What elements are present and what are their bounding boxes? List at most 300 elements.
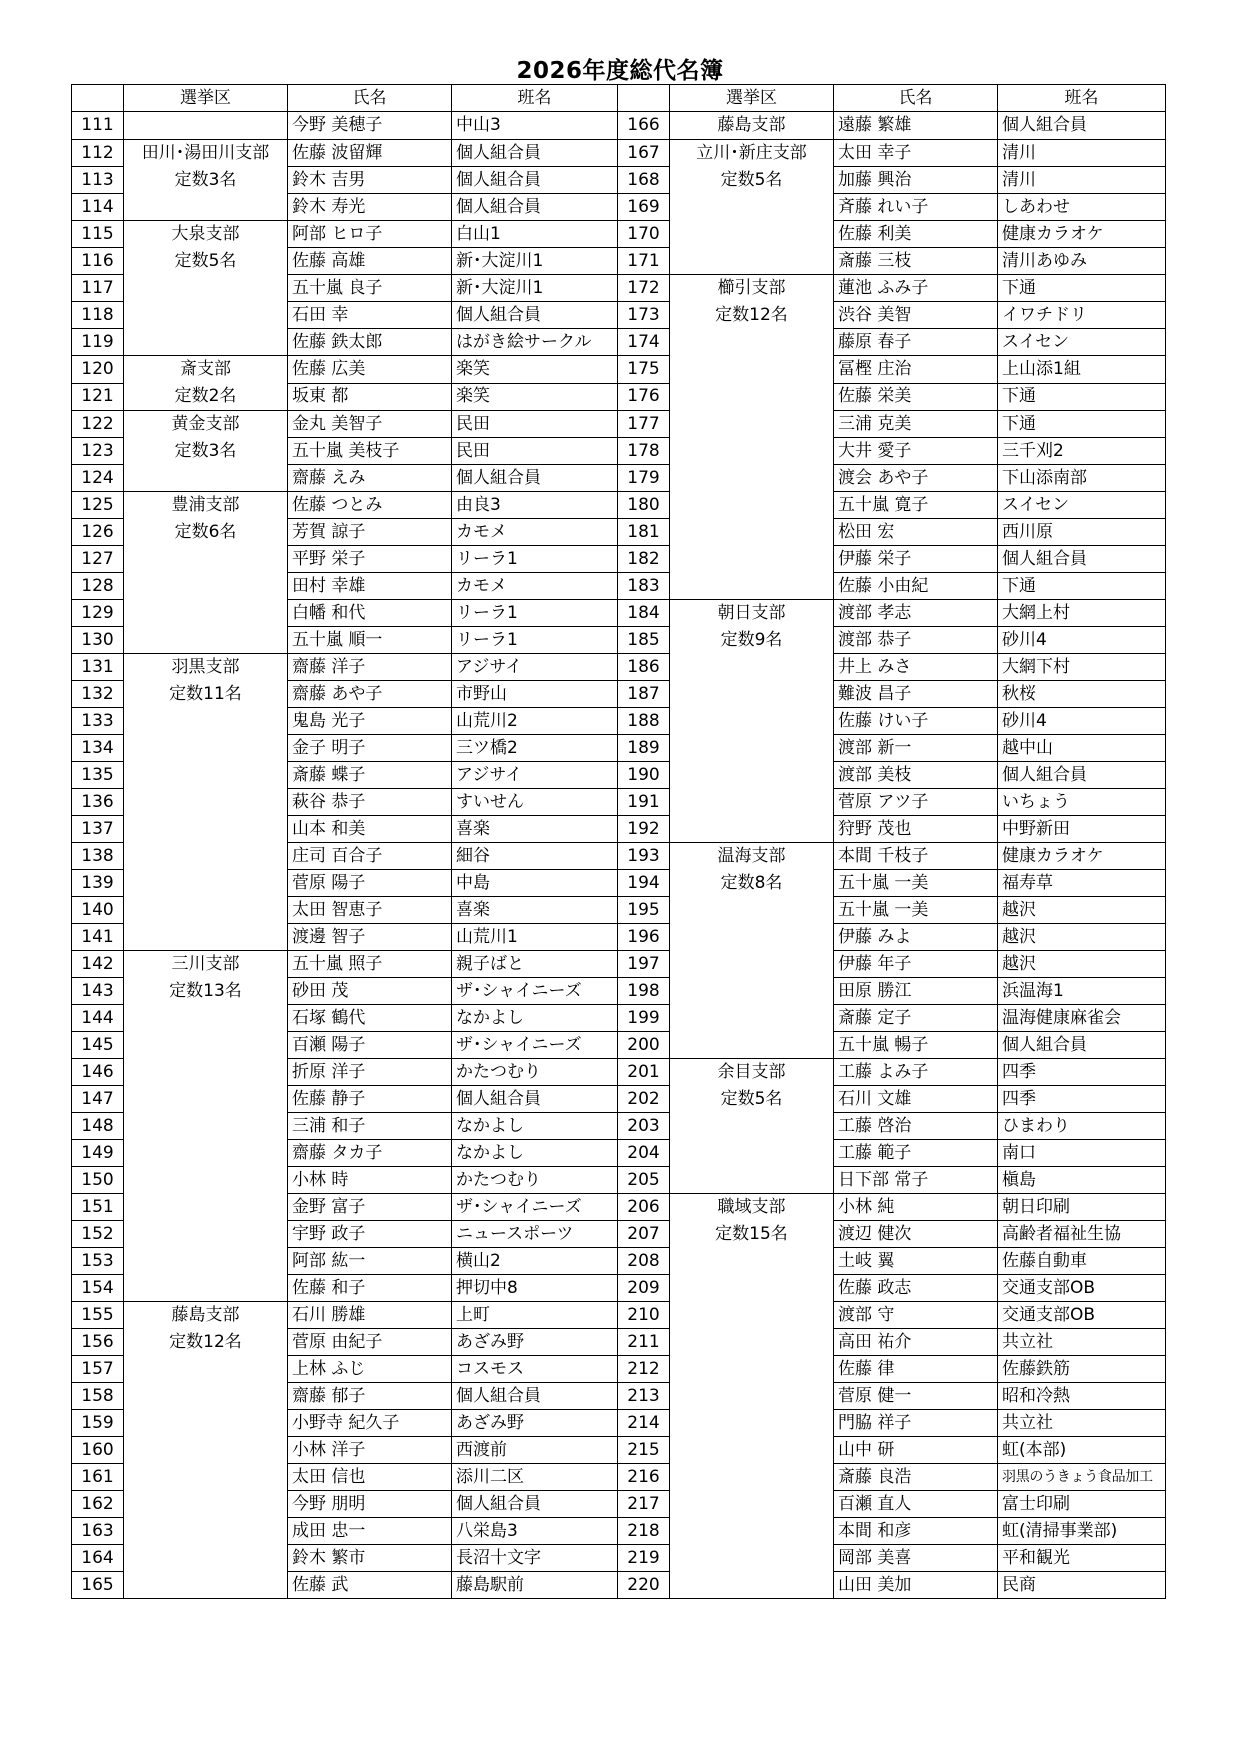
member-group: 佐藤鉄筋	[998, 1356, 1166, 1383]
member-name: 太田 信也	[288, 1464, 452, 1491]
member-number: 152	[72, 1221, 124, 1248]
member-name: 鈴木 繁市	[288, 1545, 452, 1572]
member-name: 斎藤 良浩	[834, 1464, 998, 1491]
member-number: 184	[618, 600, 670, 627]
member-group: 共立社	[998, 1329, 1166, 1356]
district-name: 藤島支部	[717, 115, 786, 135]
member-name: 高田 祐介	[834, 1329, 998, 1356]
member-name: 本間 千枝子	[834, 843, 998, 870]
member-number: 143	[72, 978, 124, 1005]
member-name: 金野 富子	[288, 1194, 452, 1221]
district-quota: 定数12名	[169, 1332, 242, 1352]
member-group: 清川	[998, 167, 1166, 194]
member-name: 渋谷 美智	[834, 302, 998, 329]
member-number: 161	[72, 1464, 124, 1491]
member-name: 佐藤 政志	[834, 1275, 998, 1302]
district-quota: 定数8名	[720, 873, 783, 893]
member-number: 206	[618, 1194, 670, 1221]
district-cell	[124, 411, 288, 492]
member-name: 工藤 啓治	[834, 1113, 998, 1140]
member-number: 126	[72, 519, 124, 546]
member-group: 藤島駅前	[452, 1572, 618, 1599]
member-number: 190	[618, 762, 670, 789]
page-title: 2026年度総代名簿	[516, 58, 724, 84]
member-group: 健康カラオケ	[998, 221, 1166, 248]
member-group: 上町	[452, 1302, 618, 1329]
member-number: 142	[72, 951, 124, 978]
member-name: 小野寺 紀久子	[288, 1410, 452, 1437]
member-number: 185	[618, 627, 670, 654]
member-group: 下通	[998, 275, 1166, 302]
district-cell	[124, 112, 288, 140]
member-name: 狩野 茂也	[834, 816, 998, 843]
table-row	[72, 1302, 1166, 1329]
member-number: 204	[618, 1140, 670, 1167]
member-group: すいせん	[452, 789, 618, 816]
member-name: 今野 美穂子	[288, 112, 452, 140]
member-number: 182	[618, 546, 670, 573]
member-group: 八栄島3	[452, 1518, 618, 1545]
member-name: 小林 純	[834, 1194, 998, 1221]
member-number: 123	[72, 438, 124, 465]
member-number: 137	[72, 816, 124, 843]
roster-body	[72, 112, 1166, 1599]
header-name: 氏名	[834, 85, 998, 112]
member-name: 今野 朋明	[288, 1491, 452, 1518]
member-number: 146	[72, 1059, 124, 1086]
member-name: 渡部 守	[834, 1302, 998, 1329]
member-number: 203	[618, 1113, 670, 1140]
member-number: 173	[618, 302, 670, 329]
member-group: 市野山	[452, 681, 618, 708]
district-quota: 定数11名	[169, 684, 242, 704]
member-group: 喜楽	[452, 816, 618, 843]
member-name: 佐藤 和子	[288, 1275, 452, 1302]
member-group: 南口	[998, 1140, 1166, 1167]
member-name: 岡部 美喜	[834, 1545, 998, 1572]
member-name: 鬼島 光子	[288, 708, 452, 735]
member-group: アジサイ	[452, 762, 618, 789]
member-name: 山田 美加	[834, 1572, 998, 1599]
member-number: 177	[618, 411, 670, 438]
district-cell	[670, 1059, 834, 1194]
member-number: 170	[618, 221, 670, 248]
member-name: 大井 愛子	[834, 438, 998, 465]
header-number	[618, 85, 670, 112]
district-quota: 定数6名	[174, 522, 237, 542]
member-group: 虹(本部)	[998, 1437, 1166, 1464]
member-group: 個人組合員	[452, 465, 618, 492]
member-number: 217	[618, 1491, 670, 1518]
member-name: 齋藤 洋子	[288, 654, 452, 681]
member-name: 小林 時	[288, 1167, 452, 1194]
member-name: 折原 洋子	[288, 1059, 452, 1086]
member-name: 佐藤 広美	[288, 356, 452, 384]
member-group: 三ツ橋2	[452, 735, 618, 762]
member-group: カモメ	[452, 519, 618, 546]
member-number: 205	[618, 1167, 670, 1194]
member-group: 個人組合員	[998, 762, 1166, 789]
member-number: 202	[618, 1086, 670, 1113]
member-name: 成田 忠一	[288, 1518, 452, 1545]
member-name: 門脇 祥子	[834, 1410, 998, 1437]
member-group: 親子ばと	[452, 951, 618, 978]
table-row	[72, 654, 1166, 681]
member-name: 渡辺 健次	[834, 1221, 998, 1248]
member-group: 個人組合員	[452, 1086, 618, 1113]
member-name: 田村 幸雄	[288, 573, 452, 600]
member-group: 越沢	[998, 897, 1166, 924]
district-quota: 定数13名	[169, 981, 242, 1001]
member-number: 133	[72, 708, 124, 735]
member-group: なかよし	[452, 1140, 618, 1167]
member-group: 上山添1組	[998, 356, 1166, 384]
member-number: 189	[618, 735, 670, 762]
member-number: 114	[72, 194, 124, 221]
member-number: 158	[72, 1383, 124, 1410]
member-group: スイセン	[998, 329, 1166, 356]
member-group: 健康カラオケ	[998, 843, 1166, 870]
member-number: 187	[618, 681, 670, 708]
member-group: 下通	[998, 383, 1166, 411]
member-name: 加藤 興治	[834, 167, 998, 194]
member-group: しあわせ	[998, 194, 1166, 221]
member-name: 白幡 和代	[288, 600, 452, 627]
member-name: 太田 幸子	[834, 140, 998, 167]
district-quota: 定数3名	[174, 170, 237, 190]
member-number: 148	[72, 1113, 124, 1140]
member-name: 阿部 ヒロ子	[288, 221, 452, 248]
member-name: 五十嵐 良子	[288, 275, 452, 302]
member-number: 195	[618, 897, 670, 924]
member-number: 149	[72, 1140, 124, 1167]
member-group: 由良3	[452, 492, 618, 519]
member-group: 喜楽	[452, 897, 618, 924]
member-group: カモメ	[452, 573, 618, 600]
member-name: 百瀬 直人	[834, 1491, 998, 1518]
member-group: 砂川4	[998, 627, 1166, 654]
member-number: 112	[72, 140, 124, 167]
district-name: 大泉支部	[171, 224, 240, 244]
member-number: 220	[618, 1572, 670, 1599]
member-number: 121	[72, 383, 124, 411]
member-number: 131	[72, 654, 124, 681]
member-number: 201	[618, 1059, 670, 1086]
member-number: 134	[72, 735, 124, 762]
table-row	[72, 951, 1166, 978]
member-number: 172	[618, 275, 670, 302]
member-number: 139	[72, 870, 124, 897]
member-name: 斎藤 定子	[834, 1005, 998, 1032]
member-name: 佐藤 鉄太郎	[288, 329, 452, 356]
member-number: 136	[72, 789, 124, 816]
district-quota: 定数3名	[174, 441, 237, 461]
member-number: 124	[72, 465, 124, 492]
member-number: 162	[72, 1491, 124, 1518]
member-number: 210	[618, 1302, 670, 1329]
district-cell	[670, 275, 834, 600]
member-group: 新･大淀川1	[452, 275, 618, 302]
member-group: 個人組合員	[452, 194, 618, 221]
member-name: 石川 文雄	[834, 1086, 998, 1113]
member-name: 伊藤 年子	[834, 951, 998, 978]
member-name: 庄司 百合子	[288, 843, 452, 870]
member-name: 坂東 都	[288, 383, 452, 411]
member-number: 166	[618, 112, 670, 140]
member-group: 羽黒のうきょう食品加工	[998, 1464, 1166, 1491]
member-number: 218	[618, 1518, 670, 1545]
member-number: 165	[72, 1572, 124, 1599]
member-number: 154	[72, 1275, 124, 1302]
member-name: 冨樫 庄治	[834, 356, 998, 384]
member-group: あざみ野	[452, 1410, 618, 1437]
member-name: 土岐 翼	[834, 1248, 998, 1275]
member-name: 田原 勝江	[834, 978, 998, 1005]
table-row	[72, 411, 1166, 438]
member-number: 179	[618, 465, 670, 492]
member-group: なかよし	[452, 1005, 618, 1032]
member-number: 192	[618, 816, 670, 843]
member-name: 渡部 恭子	[834, 627, 998, 654]
member-number: 199	[618, 1005, 670, 1032]
member-group: リーラ1	[452, 600, 618, 627]
member-number: 207	[618, 1221, 670, 1248]
member-group: 下通	[998, 411, 1166, 438]
member-name: 佐藤 律	[834, 1356, 998, 1383]
member-number: 128	[72, 573, 124, 600]
table-row	[72, 356, 1166, 384]
header-group: 班名	[998, 85, 1166, 112]
member-number: 200	[618, 1032, 670, 1059]
member-name: 五十嵐 一美	[834, 897, 998, 924]
member-number: 116	[72, 248, 124, 275]
member-number: 216	[618, 1464, 670, 1491]
member-number: 156	[72, 1329, 124, 1356]
member-name: 三浦 克美	[834, 411, 998, 438]
member-group: 佐藤自動車	[998, 1248, 1166, 1275]
member-group: あざみ野	[452, 1329, 618, 1356]
member-group: 個人組合員	[998, 1032, 1166, 1059]
member-name: 渡部 孝志	[834, 600, 998, 627]
member-group: 中野新田	[998, 816, 1166, 843]
table-row	[72, 112, 1166, 140]
table-row	[72, 221, 1166, 248]
member-group: アジサイ	[452, 654, 618, 681]
member-name: 工藤 範子	[834, 1140, 998, 1167]
member-number: 194	[618, 870, 670, 897]
member-group: 楽笑	[452, 383, 618, 411]
member-group: 個人組合員	[452, 1383, 618, 1410]
member-group: いちょう	[998, 789, 1166, 816]
member-number: 144	[72, 1005, 124, 1032]
member-number: 117	[72, 275, 124, 302]
member-group: 中島	[452, 870, 618, 897]
member-name: 齋藤 タカ子	[288, 1140, 452, 1167]
district-quota: 定数5名	[720, 1089, 783, 1109]
member-group: 昭和冷熱	[998, 1383, 1166, 1410]
member-group: かたつむり	[452, 1059, 618, 1086]
member-name: 菅原 アツ子	[834, 789, 998, 816]
member-group: 朝日印刷	[998, 1194, 1166, 1221]
member-name: 五十嵐 照子	[288, 951, 452, 978]
member-name: 上林 ふじ	[288, 1356, 452, 1383]
member-group: 民田	[452, 438, 618, 465]
district-cell	[124, 140, 288, 221]
member-group: 個人組合員	[998, 112, 1166, 140]
member-number: 159	[72, 1410, 124, 1437]
member-name: 佐藤 静子	[288, 1086, 452, 1113]
member-name: 斉藤 れい子	[834, 194, 998, 221]
district-quota: 定数5名	[174, 251, 237, 271]
member-name: 齋藤 あや子	[288, 681, 452, 708]
member-name: 佐藤 高雄	[288, 248, 452, 275]
district-name: 温海支部	[717, 846, 786, 866]
member-name: 齋藤 郁子	[288, 1383, 452, 1410]
member-number: 135	[72, 762, 124, 789]
member-name: 阿部 紘一	[288, 1248, 452, 1275]
member-name: 井上 みさ	[834, 654, 998, 681]
member-name: 斎藤 蝶子	[288, 762, 452, 789]
district-name: 櫛引支部	[717, 278, 786, 298]
member-number: 183	[618, 573, 670, 600]
member-group: 四季	[998, 1059, 1166, 1086]
member-group: 秋桜	[998, 681, 1166, 708]
member-number: 147	[72, 1086, 124, 1113]
member-name: 斎藤 三枝	[834, 248, 998, 275]
member-number: 181	[618, 519, 670, 546]
member-number: 153	[72, 1248, 124, 1275]
member-number: 138	[72, 843, 124, 870]
member-name: 砂田 茂	[288, 978, 452, 1005]
member-group: 新･大淀川1	[452, 248, 618, 275]
member-number: 113	[72, 167, 124, 194]
member-number: 171	[618, 248, 670, 275]
member-number: 209	[618, 1275, 670, 1302]
member-name: 佐藤 つとみ	[288, 492, 452, 519]
district-name: 豊浦支部	[171, 495, 240, 515]
member-number: 125	[72, 492, 124, 519]
member-group: 個人組合員	[452, 302, 618, 329]
member-number: 129	[72, 600, 124, 627]
member-name: 渡会 あや子	[834, 465, 998, 492]
member-number: 163	[72, 1518, 124, 1545]
member-group: 越中山	[998, 735, 1166, 762]
district-cell	[670, 140, 834, 275]
member-group: 西川原	[998, 519, 1166, 546]
member-name: 五十嵐 暢子	[834, 1032, 998, 1059]
member-name: 五十嵐 寛子	[834, 492, 998, 519]
member-number: 140	[72, 897, 124, 924]
member-group: 四季	[998, 1086, 1166, 1113]
member-name: 五十嵐 一美	[834, 870, 998, 897]
member-number: 178	[618, 438, 670, 465]
header-district: 選挙区	[670, 85, 834, 112]
member-group: 個人組合員	[452, 1491, 618, 1518]
member-number: 174	[618, 329, 670, 356]
member-group: 清川	[998, 140, 1166, 167]
member-name: 日下部 常子	[834, 1167, 998, 1194]
header-number	[72, 85, 124, 112]
member-number: 215	[618, 1437, 670, 1464]
member-name: 渡邊 智子	[288, 924, 452, 951]
member-group: 長沼十文字	[452, 1545, 618, 1572]
member-name: 工藤 よみ子	[834, 1059, 998, 1086]
district-name: 斎支部	[180, 359, 231, 379]
member-name: 金子 明子	[288, 735, 452, 762]
member-number: 115	[72, 221, 124, 248]
member-group: 交通支部OB	[998, 1302, 1166, 1329]
member-group: 交通支部OB	[998, 1275, 1166, 1302]
member-name: 鈴木 吉男	[288, 167, 452, 194]
member-group: コスモス	[452, 1356, 618, 1383]
member-group: 押切中8	[452, 1275, 618, 1302]
member-group: 虹(清掃事業部)	[998, 1518, 1166, 1545]
member-number: 214	[618, 1410, 670, 1437]
member-name: 佐藤 けい子	[834, 708, 998, 735]
header-district: 選挙区	[124, 85, 288, 112]
member-name: 石塚 鶴代	[288, 1005, 452, 1032]
district-name: 三川支部	[171, 954, 240, 974]
member-group: 個人組合員	[452, 167, 618, 194]
district-cell	[124, 492, 288, 654]
member-number: 118	[72, 302, 124, 329]
member-name: 渡部 美枝	[834, 762, 998, 789]
member-number: 160	[72, 1437, 124, 1464]
member-group: スイセン	[998, 492, 1166, 519]
member-number: 212	[618, 1356, 670, 1383]
member-group: 下通	[998, 573, 1166, 600]
member-name: 石川 勝雄	[288, 1302, 452, 1329]
member-group: かたつむり	[452, 1167, 618, 1194]
member-name: 難波 昌子	[834, 681, 998, 708]
member-number: 188	[618, 708, 670, 735]
member-number: 176	[618, 383, 670, 411]
member-name: 遠藤 繁雄	[834, 112, 998, 140]
member-group: 個人組合員	[452, 140, 618, 167]
member-group: 福寿草	[998, 870, 1166, 897]
member-number: 167	[618, 140, 670, 167]
district-name	[128, 112, 283, 139]
member-group: 横山2	[452, 1248, 618, 1275]
member-number: 127	[72, 546, 124, 573]
header-group: 班名	[452, 85, 618, 112]
member-group: 下山添南部	[998, 465, 1166, 492]
member-number: 111	[72, 112, 124, 140]
member-group: 細谷	[452, 843, 618, 870]
member-name: 伊藤 みよ	[834, 924, 998, 951]
member-number: 141	[72, 924, 124, 951]
member-name: 菅原 健一	[834, 1383, 998, 1410]
member-name: 五十嵐 美枝子	[288, 438, 452, 465]
district-name: 職域支部	[717, 1197, 786, 1217]
member-number: 157	[72, 1356, 124, 1383]
member-group: なかよし	[452, 1113, 618, 1140]
member-number: 180	[618, 492, 670, 519]
member-name: 渡部 新一	[834, 735, 998, 762]
member-group: 添川二区	[452, 1464, 618, 1491]
member-group: ザ･シャイニーズ	[452, 1194, 618, 1221]
member-group: 槇島	[998, 1167, 1166, 1194]
district-cell	[670, 1194, 834, 1599]
member-group: 個人組合員	[998, 546, 1166, 573]
district-cell	[670, 843, 834, 1059]
member-group: 三千刈2	[998, 438, 1166, 465]
member-name: 齋藤 えみ	[288, 465, 452, 492]
member-group: 西渡前	[452, 1437, 618, 1464]
member-group: リーラ1	[452, 546, 618, 573]
member-group: ニュースポーツ	[452, 1221, 618, 1248]
district-name: 羽黒支部	[171, 657, 240, 677]
